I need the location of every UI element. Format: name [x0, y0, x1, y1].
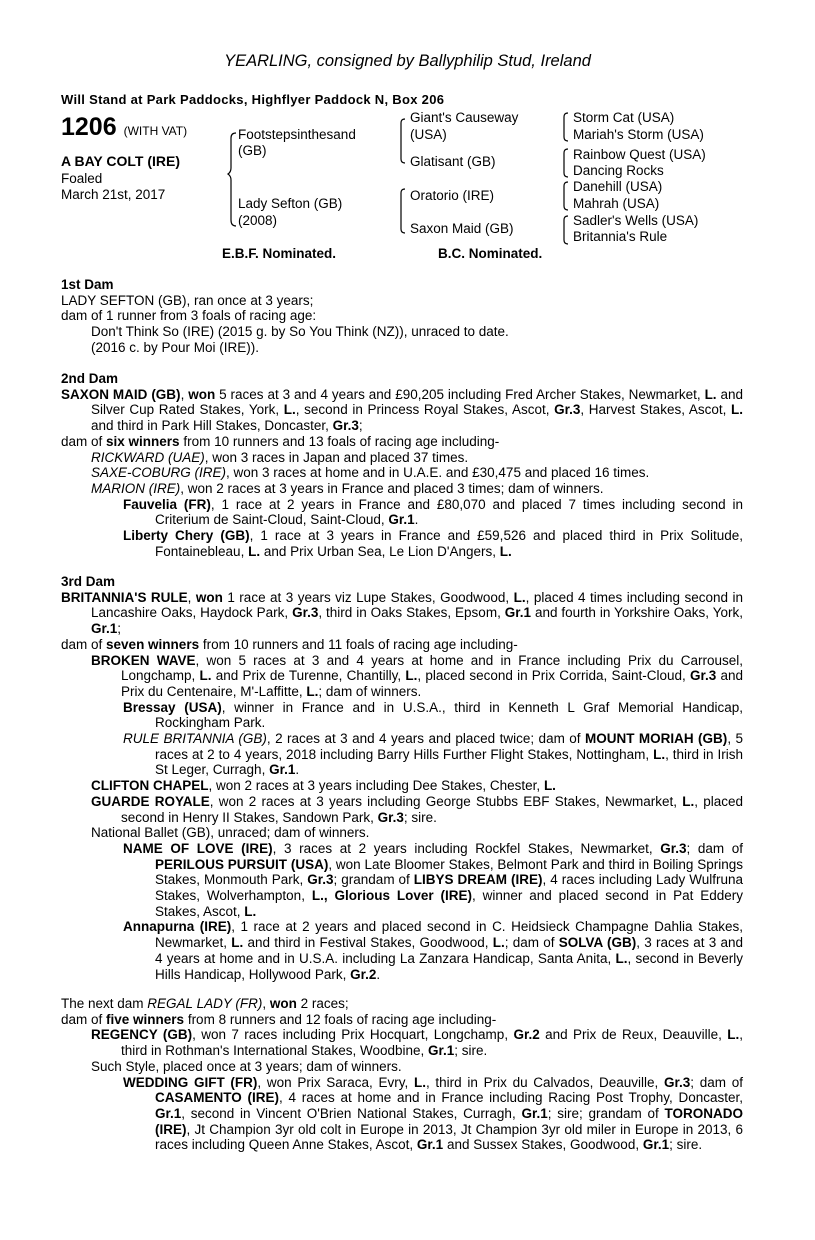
- bold-text: L.: [283, 402, 296, 418]
- pedigree-dam-year: (2008): [238, 213, 278, 228]
- bold-text: L.: [244, 903, 257, 919]
- bold-text: Gr.2: [513, 1027, 540, 1043]
- foaled-label: Foaled: [61, 171, 103, 186]
- bold-text: L.: [306, 683, 319, 699]
- first-dam-section: [61, 277, 743, 356]
- text-run: , 2 races at 3 and 4 years and placed twice; dam of: [266, 731, 585, 747]
- text-run: , second in Vincent O'Brien National Stakes, Curragh,: [181, 1105, 522, 1121]
- list-item: [61, 653, 743, 700]
- pedigree-sdd: Dancing Rocks: [573, 163, 664, 178]
- list-item: Such Style, placed once at 3 years; dam of winners.: [91, 1058, 402, 1074]
- bold-text: six winners: [106, 433, 180, 449]
- italic-text: REGAL LADY (FR): [147, 996, 263, 1011]
- bold-text: Gr.3: [307, 872, 334, 888]
- bold-text: Gr.1: [269, 762, 296, 778]
- list-item: [61, 1075, 743, 1154]
- text-run: ; sire.: [669, 1137, 703, 1153]
- bold-text: SAXON MAID (GB): [61, 386, 181, 402]
- pedigree-dam-sire: Oratorio (IRE): [410, 188, 495, 203]
- text-run: , second in Beverly Hills Handicap, Hollywood Park,: [155, 950, 743, 982]
- bold-text: L.: [248, 543, 261, 559]
- pedigree-ddd: Britannia's Rule: [573, 229, 668, 244]
- pedigree-sire-sire: Giant's Causeway: [410, 110, 519, 125]
- bold-text: Gr.1: [155, 1105, 182, 1121]
- text-run: and fourth in Yorkshire Oaks, York,: [531, 605, 743, 621]
- bold-text: L.: [499, 543, 512, 559]
- italic-text: SAXE-COBURG (IRE): [91, 465, 227, 481]
- text-run: , winner in France and in U.S.A., third in Kenneth L Graf Memorial Handicap, Rockingham Park.: [155, 699, 743, 731]
- text-run: ; dam of: [686, 840, 743, 856]
- bold-text: won: [269, 996, 297, 1011]
- list-item: [61, 481, 743, 497]
- pedigree-dss: Danehill (USA): [573, 179, 663, 194]
- text-run: , 4 races at home and in France including Racing Post Trophy, Doncaster,: [278, 1090, 743, 1106]
- bold-text: MOUNT MORIAH (GB): [584, 731, 728, 747]
- bold-text: TORONADO (IRE): [155, 1105, 743, 1137]
- italic-text: RULE BRITANNIA (GB): [123, 731, 267, 747]
- pedigree-bracket-sd: [561, 148, 571, 178]
- list-item: [61, 434, 743, 450]
- bold-text: Gr.3: [377, 809, 404, 825]
- bold-text: Gr.3: [689, 668, 717, 684]
- bold-text: won: [195, 589, 223, 605]
- page-header: YEARLING, consigned by Ballyphilip Stud, Ireland: [224, 52, 591, 70]
- text-run: and Silver Cup Rated Stakes, York,: [91, 386, 743, 418]
- text-run: , Harvest Stakes, Ascot,: [580, 402, 731, 418]
- bold-text: L.: [413, 1074, 426, 1090]
- list-item: National Ballet (GB), unraced; dam of winners.: [91, 825, 370, 841]
- text-run: , 1 race at 3 years in France and £59,526 and placed third in Prix Solitude, Fontainebleau,: [155, 528, 743, 559]
- text-run: .: [376, 966, 381, 982]
- list-item: [61, 841, 743, 920]
- text-run: from 8 runners and 12 foals of racing age including-: [184, 1011, 497, 1027]
- bold-text: five winners: [106, 1011, 185, 1027]
- list-item: [61, 637, 743, 653]
- text-run: , won Prix Saraca, Evry,: [257, 1074, 414, 1090]
- text-run: from 10 runners and 11 foals of racing age including-: [199, 636, 518, 652]
- bold-text: L.: [231, 935, 244, 951]
- pedigree-sire-dam: Glatisant (GB): [410, 154, 496, 169]
- bold-text: BROKEN WAVE: [91, 652, 196, 668]
- bold-text: L.: [682, 793, 695, 809]
- text-run: and third in Park Hill Stakes, Doncaster,: [91, 418, 333, 434]
- pedigree-dds: Sadler's Wells (USA): [573, 213, 699, 228]
- text-run: 2 races;: [296, 996, 349, 1011]
- text-run: ;: [358, 418, 363, 434]
- bold-text: Gr.3: [660, 840, 687, 856]
- text-run: , Jt Champion 3yr old colt in Europe in 2013, Jt Champion 3yr old miler in Europe in 2013, 6 races including Queen Anne Stakes, Ascot,: [155, 1121, 743, 1153]
- bold-text: won: [188, 386, 216, 402]
- list-item: [61, 731, 743, 778]
- bold-text: L.: [199, 668, 212, 684]
- bold-text: PERILOUS PURSUIT (USA): [155, 856, 329, 872]
- bold-text: Gr.3: [332, 418, 359, 434]
- bold-text: CLIFTON CHAPEL: [91, 778, 209, 794]
- text-run: , placed second in Henry II Stakes, Sandown Park,: [121, 793, 743, 825]
- list-item: [61, 996, 743, 1012]
- text-run: , third in Irish St Leger, Curragh,: [155, 746, 743, 778]
- text-run: and Prix de Turenne, Chantilly,: [211, 668, 406, 684]
- bold-text: Glorious Lover (IRE): [334, 888, 472, 904]
- pedigree-dam: Lady Sefton (GB): [238, 196, 343, 211]
- bold-text: CASAMENTO (IRE): [155, 1090, 279, 1106]
- text-run: ; sire.: [454, 1043, 488, 1059]
- pedigree-bracket-dam: [397, 188, 407, 234]
- bold-text: NAME OF LOVE (IRE): [123, 840, 273, 856]
- text-run: , third in Rothman's International Stakes, Woodbine,: [121, 1027, 743, 1059]
- text-run: , won 5 races at 3 and 4 years at home and in France including Prix du Carrousel, Longchamp,: [121, 652, 743, 684]
- bold-text: L.,: [311, 888, 328, 904]
- pedigree-ssd: Mariah's Storm (USA): [573, 127, 704, 142]
- text-run: ; dam of winners.: [318, 683, 422, 699]
- list-item: [61, 497, 743, 528]
- text-run: and third in Festival Stakes, Goodwood,: [243, 935, 493, 951]
- pedigree-bracket-ss: [561, 112, 571, 142]
- text-run: , third in Prix du Calvados, Deauville,: [425, 1074, 665, 1090]
- text-run: , won 2 races at 3 years including Dee Stakes, Chester,: [208, 778, 544, 794]
- next-dam-section: [61, 996, 743, 1153]
- text-run: , second in Princess Royal Stakes, Ascot,: [295, 402, 555, 418]
- lot-number: [61, 113, 187, 142]
- bold-text: Gr.2: [350, 966, 377, 982]
- text-run: , 3 races at 2 years including Rockfel Stakes, Newmarket,: [272, 840, 661, 856]
- text-run: ; sire.: [403, 809, 437, 825]
- list-item: [61, 919, 743, 982]
- pedigree-bracket-sire: [397, 118, 407, 164]
- bold-text: Liberty Chery (GB): [123, 528, 250, 544]
- lot-number-value: 1206: [61, 113, 117, 141]
- bold-text: BRITANNIA'S RULE: [61, 589, 188, 605]
- text-run: , won 3 races at home and in U.A.E. and £30,475 and placed 16 times.: [226, 465, 650, 481]
- text-run: , placed second in Prix Corrida, Saint-Cloud,: [417, 668, 690, 684]
- text-run: dam of: [61, 636, 107, 652]
- text-run: and Sussex Stakes, Goodwood,: [443, 1137, 643, 1153]
- text-run: ,: [187, 589, 196, 605]
- bold-text: L.: [731, 402, 743, 418]
- list-item: [61, 794, 743, 825]
- text-run: ; dam of: [690, 1074, 743, 1090]
- bold-text: L.: [653, 746, 666, 762]
- bold-text: L.: [615, 950, 628, 966]
- list-item: [61, 450, 743, 466]
- text-run: and Prix Urban Sea, Le Lion D'Angers,: [260, 543, 500, 559]
- text-run: , 1 race at 2 years in France and £80,070 and placed 7 times including second in Criterium de Saint-Cloud, Saint-Cloud,: [155, 496, 744, 528]
- lot-name: A BAY COLT (IRE): [61, 153, 181, 169]
- bold-text: Gr.3: [664, 1074, 691, 1090]
- pedigree-sire-country: (GB): [238, 143, 267, 158]
- bold-text: GUARDE ROYALE: [91, 793, 210, 809]
- third-dam-title: 3rd Dam: [61, 574, 116, 589]
- text-run: 5 races at 3 and 4 years and £90,205 including Fred Archer Stakes, Newmarket,: [215, 386, 705, 402]
- vat-note: (WITH VAT): [123, 124, 188, 138]
- italic-text: RICKWARD (UAE): [91, 449, 205, 465]
- text-run: , won 7 races including Prix Hocquart, Longchamp,: [192, 1027, 514, 1043]
- first-dam-produce: Don't Think So (IRE) (2015 g. by So You Think (NZ)), unraced to date.: [91, 324, 509, 340]
- bold-text: Gr.1: [521, 1105, 548, 1121]
- bold-text: seven winners: [106, 636, 200, 652]
- text-run: , 4 races including Lady Wulfruna Stakes, Wolverhampton,: [155, 872, 744, 904]
- bold-text: SOLVA (GB): [558, 935, 637, 951]
- text-run: ; dam of: [504, 935, 559, 951]
- pedigree-dsd: Mahrah (USA): [573, 196, 660, 211]
- list-item: [61, 465, 743, 481]
- bold-text: WEDDING GIFT (FR): [123, 1074, 258, 1090]
- text-run: and Prix de Reux, Deauville,: [539, 1027, 728, 1043]
- bold-text: L.: [513, 589, 526, 605]
- bold-text: L.: [727, 1027, 740, 1043]
- pedigree-bracket-dd: [561, 215, 571, 245]
- bold-text: Bressay (USA): [123, 699, 222, 715]
- text-run: , placed 4 times including second in Lancashire Oaks, Haydock Park,: [91, 589, 743, 621]
- bold-text: Fauvelia (FR): [123, 496, 211, 512]
- list-item: [61, 590, 743, 637]
- text-run: The next dam: [61, 996, 148, 1011]
- list-item: [61, 778, 743, 794]
- text-run: , 5 races at 2 to 4 years, 2018 including Barry Hills Further Flight Stakes, Nottingham,: [155, 731, 744, 762]
- text-run: , 3 races at 3 and 4 years at home and in U.S.A. including La Zanzara Handicap, Santa Anita,: [155, 935, 743, 966]
- pedigree-sss: Storm Cat (USA): [573, 110, 675, 125]
- text-run: 1 race at 3 years viz Lupe Stakes, Goodwood,: [222, 589, 514, 605]
- bold-text: Gr.1: [642, 1137, 670, 1153]
- bold-text: Gr.1: [504, 605, 532, 621]
- text-run: , winner and placed second in Pat Eddery Stakes, Ascot,: [155, 888, 743, 919]
- first-dam-line: LADY SEFTON (GB), ran once at 3 years;: [61, 292, 314, 308]
- text-run: , won 2 races at 3 years including George Stubbs EBF Stakes, Newmarket,: [209, 793, 683, 809]
- bold-text: Gr.3: [292, 605, 319, 621]
- list-item: [61, 387, 743, 434]
- text-run: ; grandam of: [333, 872, 414, 888]
- ebf-nomination: E.B.F. Nominated.: [222, 246, 337, 261]
- pedigree-sire: Footstepsinthesand: [238, 127, 356, 142]
- second-dam-section: [61, 371, 743, 559]
- text-run: .: [414, 512, 419, 528]
- text-run: , third in Oaks Stakes, Epsom,: [318, 605, 505, 621]
- bc-nomination: B.C. Nominated.: [438, 246, 543, 261]
- text-run: dam of: [61, 1011, 107, 1027]
- text-run: dam of: [61, 433, 107, 449]
- list-item: [61, 700, 743, 731]
- bold-text: REGENCY (GB): [91, 1027, 193, 1043]
- first-dam-line: dam of 1 runner from 3 foals of racing age:: [61, 308, 317, 324]
- bold-text: LIBYS DREAM (IRE): [413, 872, 543, 888]
- bold-text: Annapurna (IRE): [123, 919, 232, 935]
- bold-text: Gr.1: [91, 621, 118, 637]
- first-dam-title: 1st Dam: [61, 277, 114, 292]
- bold-text: L.: [405, 668, 418, 684]
- italic-text: MARION (IRE): [91, 480, 181, 496]
- bold-text: L.: [492, 935, 505, 951]
- third-dam-section: [61, 574, 743, 982]
- text-run: , won 3 races in Japan and placed 37 times.: [204, 449, 469, 465]
- bold-text: Gr.3: [554, 402, 581, 418]
- bold-text: Gr.1: [416, 1137, 444, 1153]
- pedigree-dam-dam: Saxon Maid (GB): [410, 221, 514, 236]
- second-dam-title: 2nd Dam: [61, 371, 119, 386]
- bold-text: Gr.1: [428, 1043, 455, 1059]
- text-run: , won 2 races at 3 years in France and placed 3 times; dam of winners.: [180, 480, 604, 496]
- text-run: ,: [180, 386, 189, 402]
- text-run: ,: [262, 996, 270, 1011]
- list-item: [61, 528, 743, 559]
- first-dam-produce: (2016 c. by Pour Moi (IRE)).: [91, 339, 260, 355]
- foaled-date: March 21st, 2017: [61, 187, 166, 202]
- text-run: .: [295, 762, 300, 778]
- pedigree-sire-sire-country: (USA): [410, 127, 447, 142]
- list-item: [61, 1012, 743, 1028]
- text-run: from 10 runners and 13 foals of racing age including-: [179, 433, 500, 449]
- pedigree-bracket-ds: [561, 181, 571, 211]
- bold-text: Gr.1: [388, 512, 415, 528]
- text-run: and Prix du Centenaire, M'-Laffitte,: [121, 668, 743, 699]
- text-run: , won Late Bloomer Stakes, Belmont Park and third in Boiling Springs Stakes, Monmouth Park,: [155, 856, 743, 888]
- text-run: ;: [117, 621, 122, 637]
- bold-text: L.: [543, 778, 556, 794]
- text-run: , 1 race at 2 years and placed second in C. Heidsieck Champagne Dahlia Stakes, Newmarket,: [155, 919, 743, 951]
- pedigree-sds: Rainbow Quest (USA): [573, 147, 706, 162]
- bold-text: L.: [704, 386, 717, 402]
- text-run: ; sire; grandam of: [547, 1105, 665, 1121]
- list-item: [61, 1027, 743, 1058]
- stand-location: Will Stand at Park Paddocks, Highflyer Paddock N, Box 206: [61, 92, 445, 107]
